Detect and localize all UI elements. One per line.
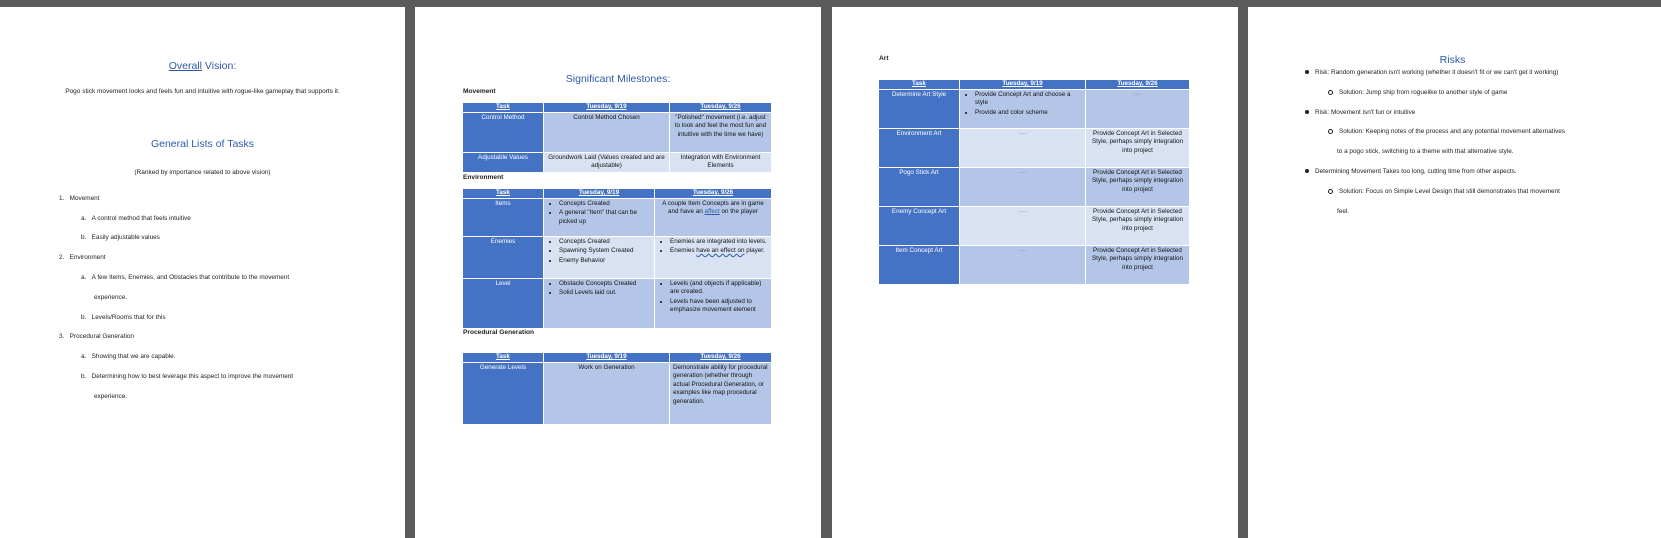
tasks-subtitle: (Ranked by importance related to above vision) xyxy=(134,169,271,176)
solution-item-continuation: feel. xyxy=(1337,208,1350,215)
milestone-cell: ---- xyxy=(960,245,1086,284)
task-cell: Environment Art xyxy=(879,128,960,167)
sub-bullet-icon xyxy=(1328,189,1333,194)
milestone-cell: Provide Concept Art in Selected Style, perhaps simply integration into project xyxy=(1086,128,1190,167)
risks-heading: Risks xyxy=(1439,54,1466,66)
list-item: • Concepts Created xyxy=(559,200,651,209)
task-cell: Enemy Concept Art xyxy=(879,206,960,245)
milestones-heading: Significant Milestones: xyxy=(565,73,671,85)
task-cell: Enemies xyxy=(463,236,544,278)
document-page-3 xyxy=(832,7,1238,538)
header-date-2: Tuesday, 9/26 xyxy=(1086,80,1190,90)
header-date-1: Tuesday, 9/19 xyxy=(544,189,655,199)
milestone-cell xyxy=(960,89,1086,128)
milestone-cell: Demonstrate ability for procedural generation (whether through actual Procedural Generation, or examples like map procedural generation. xyxy=(670,362,772,424)
milestone-cell xyxy=(655,236,772,278)
vision-statement: Pogo stick movement looks and feels fun and intuitive with rogue-like gameplay that supports it. xyxy=(65,88,340,95)
list-item: • Obstacle Concepts Created xyxy=(559,280,651,289)
list-item-continuation: experience. xyxy=(94,294,128,301)
header-task: Task xyxy=(463,353,544,363)
task-cell: Generate Levels xyxy=(463,362,544,424)
risk-item: Determining Movement Takes too long, cutting time from other aspects. xyxy=(1305,168,1517,175)
bullet-icon xyxy=(1305,169,1309,173)
list-item: • Levels (and objects if applicable) are created. xyxy=(670,280,768,297)
milestone-cell: ---- xyxy=(1086,89,1190,128)
document-page-1 xyxy=(0,7,405,538)
milestone-cell: ---- xyxy=(960,167,1086,206)
bullet-icon xyxy=(1305,110,1309,114)
list-item: • Enemies are integrated into levels. xyxy=(670,238,768,247)
section-label-art: Art xyxy=(879,55,889,62)
milestone-cell: Control Method Chosen xyxy=(544,112,670,152)
header-date-2: Tuesday, 9/26 xyxy=(670,353,772,363)
section-label-procedural-generation: Procedural Generation xyxy=(463,329,535,336)
header-task: Task xyxy=(879,80,960,90)
header-date-1: Tuesday, 9/19 xyxy=(544,353,670,363)
solution-item-continuation: to a pogo stick, switching to a theme with that alternative style. xyxy=(1337,148,1514,155)
document-page-2 xyxy=(415,7,821,538)
header-task: Task xyxy=(463,189,544,199)
list-item: • Provide Concept Art and choose a style xyxy=(975,91,1082,108)
list-item: • Spawning System Created xyxy=(559,247,651,256)
header-date-2: Tuesday, 9/26 xyxy=(655,189,772,199)
list-item: a. A few Items, Enemies, and Obstacles that contribute to the movement xyxy=(81,274,290,281)
document-page-4 xyxy=(1248,7,1661,538)
list-item: a. Showing that we are capable. xyxy=(81,353,176,360)
header-task: Task xyxy=(463,103,544,113)
header-date-1: Tuesday, 9/19 xyxy=(544,103,670,113)
list-item: 2. Environment xyxy=(59,254,106,261)
sub-bullet-icon xyxy=(1328,90,1333,95)
list-item: • A general "Item" that can be picked up xyxy=(559,209,651,226)
milestone-cell: Provide Concept Art in Selected Style, perhaps simply integration into project xyxy=(1086,167,1190,206)
milestone-cell: Work on Generation xyxy=(544,362,670,424)
list-item: • Enemy Behavior xyxy=(559,257,651,266)
list-item: • Solid Levels laid out. xyxy=(559,289,651,298)
list-item: a. A control method that feels intuitive xyxy=(81,215,191,222)
task-cell: Items xyxy=(463,198,544,236)
risk-item: Risk: Random generation isn't working (whether it doesn't fit or we can't get it working) xyxy=(1305,69,1558,76)
overall-vision-heading: Overall Vision: xyxy=(168,60,237,72)
list-item: b. Easily adjustable values xyxy=(81,234,160,241)
milestone-cell xyxy=(544,236,655,278)
solution-item: Solution: Focus on Simple Level Design that still demonstrates that movement xyxy=(1328,188,1560,195)
sub-bullet-icon xyxy=(1328,129,1333,134)
list-item: b. Determining how to best leverage this aspect to improve the movement xyxy=(81,373,294,380)
list-item: • Provide and color scheme xyxy=(975,109,1082,118)
risk-item: Risk: Movement isn't fun or intuitive xyxy=(1305,109,1415,116)
milestone-cell: ---- xyxy=(960,128,1086,167)
task-cell: Item Concept Art xyxy=(879,245,960,284)
milestone-cell: Groundwork Laid (Values created and are adjustable) xyxy=(544,152,670,172)
list-item: • Concepts Created xyxy=(559,238,651,247)
header-date-1: Tuesday, 9/19 xyxy=(960,80,1086,90)
list-item-continuation: experience. xyxy=(94,393,128,400)
list-item: • Levels have been adjusted to emphasize movement element xyxy=(670,298,768,315)
procedural-generation-table xyxy=(462,352,772,425)
milestone-cell: "Polished" movement (i.e. adjust to look and feel the most fun and intuitive with the time we have) xyxy=(670,112,772,152)
task-cell: Level xyxy=(463,278,544,328)
list-item: 1. Movement xyxy=(59,195,100,202)
milestone-cell: A couple Item Concepts are in game and have an affect on the player xyxy=(655,198,772,236)
milestone-cell: Provide Concept Art in Selected Style, perhaps simply integration into project xyxy=(1086,206,1190,245)
movement-table xyxy=(462,102,772,173)
task-cell: Pogo Stick Art xyxy=(879,167,960,206)
solution-item: Solution: Keeping notes of the process and any potential movement alternatives xyxy=(1328,128,1565,135)
milestone-cell xyxy=(544,278,655,328)
bullet-icon xyxy=(1305,70,1309,74)
milestone-cell xyxy=(544,198,655,236)
task-cell: Adjustable Values xyxy=(463,152,544,172)
environment-table xyxy=(462,188,772,329)
task-cell: Control Method xyxy=(463,112,544,152)
milestone-cell xyxy=(655,278,772,328)
general-tasks-heading: General Lists of Tasks xyxy=(150,138,255,150)
list-item: 3. Procedural Generation xyxy=(59,333,134,340)
header-date-2: Tuesday, 9/26 xyxy=(670,103,772,113)
solution-item: Solution: Jump ship from roguelike to another style of game xyxy=(1328,89,1507,96)
art-table xyxy=(878,79,1190,285)
list-item: b. Levels/Rooms that for this xyxy=(81,314,166,321)
list-item: • Enemies have an effect on player. xyxy=(670,247,768,256)
milestone-cell: ---- xyxy=(960,206,1086,245)
section-label-movement: Movement xyxy=(463,88,496,95)
task-cell: Determine Art Style xyxy=(879,89,960,128)
milestone-cell: Integration with Environment Elements xyxy=(670,152,772,172)
section-label-environment: Environment xyxy=(463,174,504,181)
milestone-cell: Provide Concept Art in Selected Style, perhaps simply integration into project xyxy=(1086,245,1190,284)
